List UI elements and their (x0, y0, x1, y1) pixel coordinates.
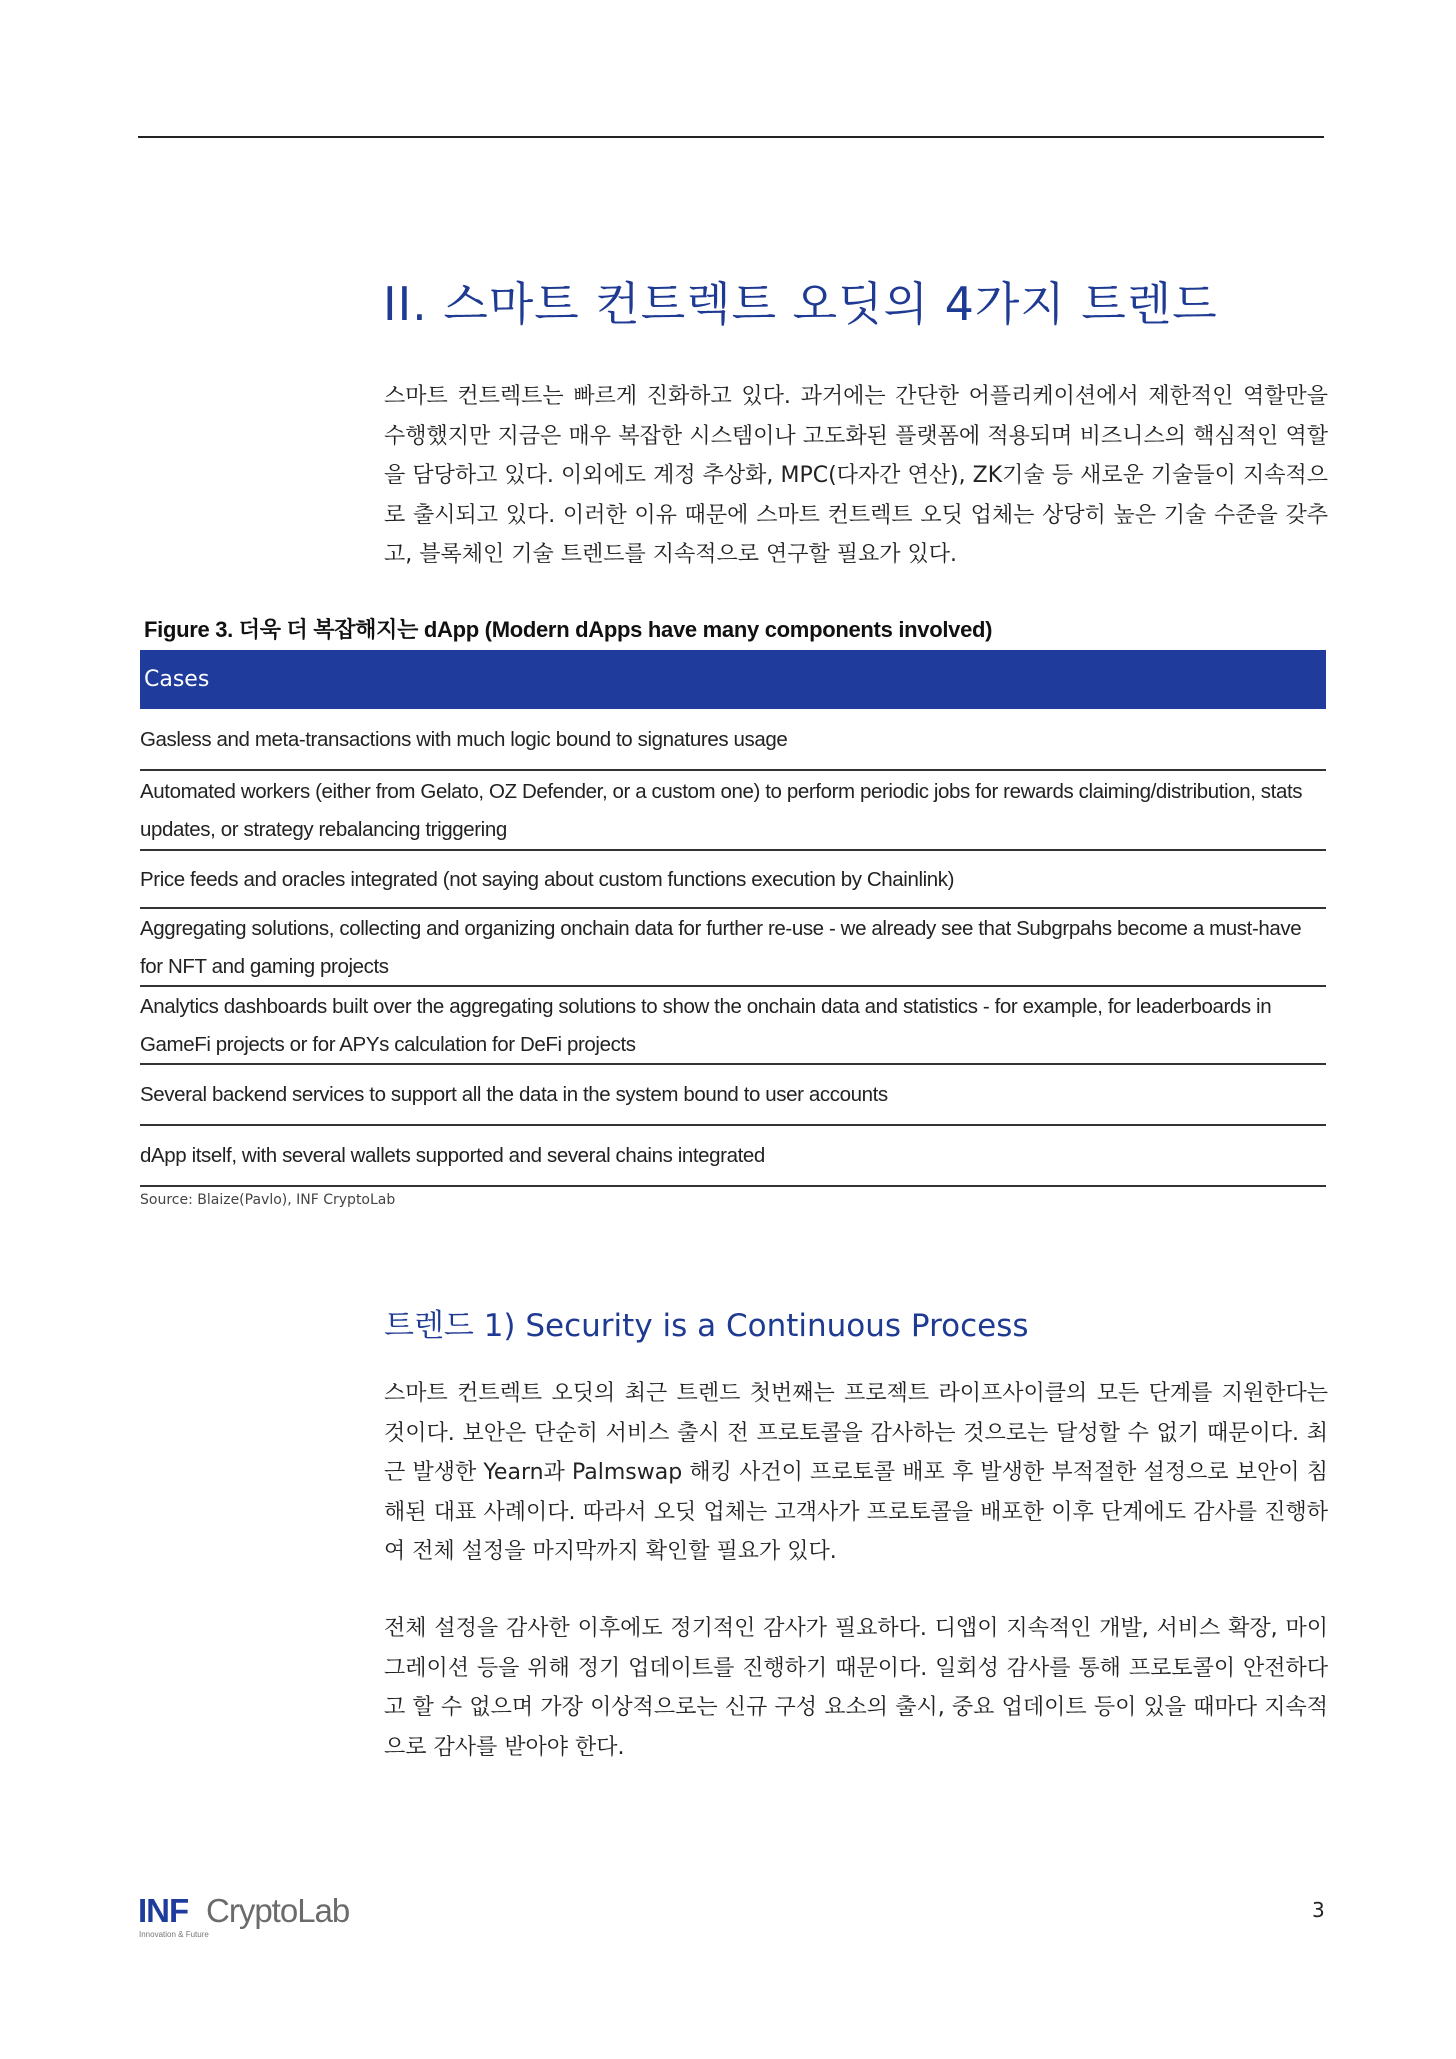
page-number: 3 (1312, 1898, 1325, 1922)
trend1-heading: 트렌드 1) Security is a Continuous Process (384, 1308, 1029, 1344)
figure-caption: Figure 3. 더욱 더 복잡해지는 dApp (Modern dApps have many components involved) (144, 617, 993, 642)
table-row (140, 987, 1326, 1065)
section-title: II. 스마트 컨트렉트 오딧의 4가지 트렌드 (383, 277, 1218, 331)
table-row (140, 1126, 1326, 1187)
logo-name: CryptoLab (206, 1892, 350, 1929)
logo-tagline: Innovation & Future (139, 1930, 209, 1939)
table-row (140, 1065, 1326, 1126)
table-cell: Gasless and meta-transactions with much logic bound to signatures usage (140, 727, 788, 751)
table-row (140, 851, 1326, 909)
table-cell: Analytics dashboards built over the aggregating solutions to show the onchain data and statistics - for example, for leaderboards in GameFi projects or for APYs calculation for DeFi projects (140, 994, 1272, 1056)
table-row (140, 709, 1326, 771)
top-rule (138, 136, 1324, 138)
intro-paragraph: 스마트 컨트렉트는 빠르게 진화하고 있다. 과거에는 간단한 어플리케이션에서 제한적인 역할만을 수행했지만 지금은 매우 복잡한 시스템이나 고도화된 플랫폼에 적용되며 비즈니스의 핵심적인 역할을 담당하고 있다. 이외에도 계정 추상화, MPC(다자간 연산), ZK기술 등 새로운 기술들이 지속적으로 출시되고 있다. 이러한 이유 때문에 스마트 컨트렉트 오딧 업체는 상당히 높은 기술 수준을 갖추고, 블록체인 기술 트렌드를 지속적으로 연구할 필요가 있다. (384, 384, 1328, 567)
cases-table (140, 709, 1326, 1187)
inf-cryptolab-logo (138, 1893, 358, 1941)
table-cell: Automated workers (either from Gelato, OZ Defender, or a custom one) to perform periodic jobs for rewards claiming/distribution, stats updates, or strategy rebalancing triggering (140, 779, 1303, 841)
trend1-paragraph-1: 스마트 컨트렉트 오딧의 최근 트렌드 첫번째는 프로젝트 라이프사이클의 모든 단계를 지원한다는 것이다. 보안은 단순히 서비스 출시 전 프로토콜을 감사하는 것으로는 달성할 수 없기 때문이다. 최근 발생한 Yearn과 Palmswap 해킹 사건이 프로토콜 배포 후 발생한 부적절한 설정으로 보안이 침해된 대표 사례이다. 따라서 오딧 업체는 고객사가 프로토콜을 배포한 이후 단계에도 감사를 진행하여 전체 설정을 마지막까지 확인할 필요가 있다. (384, 1381, 1328, 1564)
logo-mark: INF (138, 1892, 189, 1929)
table-row (140, 771, 1326, 851)
table-row (140, 909, 1326, 987)
trend1-paragraph-2: 전체 설정을 감사한 이후에도 정기적인 감사가 필요하다. 디앱이 지속적인 개발, 서비스 확장, 마이그레이션 등을 위해 정기 업데이트를 진행하기 때문이다. 일회성 감사를 통해 프로토콜이 안전하다고 할 수 없으며 가장 이상적으로는 신규 구성 요소의 출시, 중요 업데이트 등이 있을 때마다 지속적으로 감사를 받아야 한다. (384, 1616, 1328, 1760)
table-cell: Several backend services to support all the data in the system bound to user accounts (140, 1083, 888, 1107)
table-cell: dApp itself, with several wallets supported and several chains integrated (140, 1144, 765, 1168)
table-cell: Price feeds and oracles integrated (not saying about custom functions execution by Chainlink) (140, 867, 955, 891)
table-cell: Aggregating solutions, collecting and organizing onchain data for further re-use - we already see that Subgrpahs become a must-have for NFT and gaming projects (140, 916, 1302, 978)
figure-source: Source: Blaize(Pavlo), INF CryptoLab (140, 1192, 396, 1208)
table-header: Cases (140, 650, 1326, 709)
